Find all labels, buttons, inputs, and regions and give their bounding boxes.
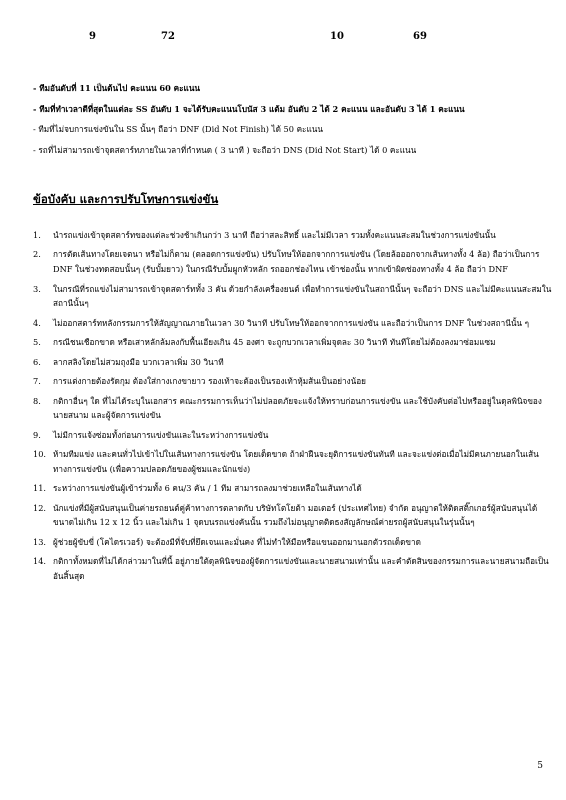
score-cell-rank: 9: [89, 31, 96, 42]
rule-number: 7.: [33, 376, 41, 387]
rule-text: ในกรณีที่รถแข่งไม่สามารถเข้าจุดสตาร์ททั้ง 3 คัน ด้วยกำลังเครื่องยนต์ เพื่อทำการแข่งขันในสถานีนั้นๆ จะถือว่า DNS และไม่มีคะแนนสะสมในสถานีนั้นๆ: [53, 283, 552, 309]
rule-number: 5.: [33, 337, 41, 348]
rule-item: [33, 247, 553, 276]
rule-number: 4.: [33, 317, 41, 328]
rule-number: 1.: [33, 230, 41, 240]
rule-item: [33, 374, 553, 389]
page-number: 5: [537, 761, 543, 771]
scoring-note: - ทีมอันดับที่ 11 เป็นต้นไป คะแนน 60 คะแนน: [33, 83, 201, 93]
rule-item: [33, 394, 553, 423]
rule-item: [33, 501, 553, 530]
rule-number: 9.: [33, 429, 41, 440]
rule-item: [33, 355, 553, 370]
rules-list: [33, 228, 553, 588]
rule-text: การตัดเส้นทางโดยเจตนา หรือไม่ก็ตาม (ตลอดการแข่งขัน) ปรับโทษให้ออกจากการแข่งขัน (โดยล้อออกจากเส้นทางทั้ง 4 ล้อ) ถือว่าเป็นการ DNF ในช่วงทดสอบนั้นๆ (รับบั้มยาว) ในกรณีรับบั้มผูกหัวหลัก รถออกช่องไหน เข้าช่องนั้น หากเข้าผิดช่องทางทั้ง 4 ล้อ ถือว่า DNF: [53, 249, 540, 275]
rule-item: [33, 554, 553, 583]
rule-number: 3.: [33, 283, 41, 294]
rule-number: 2.: [33, 249, 41, 260]
rule-item: [33, 282, 553, 311]
rule-number: 12.: [33, 502, 47, 513]
rule-text: นำรถแข่งเข้าจุดสตาร์ทของแต่ละช่วงช้าเกินกว่า 3 นาที ถือว่าสละสิทธิ์ และไม่มีเวลา รวมทั้งคะแนนสะสมในช่วงการแข่งขันนั้น: [53, 230, 496, 240]
rule-text: กรณีชนเชือกขาด หรือเสาหลักล้มลงกับพื้นเอียงเกิน 45 องศา จะถูกบวกเวลาเพิ่มจุดละ 30 วินาที ทันทีโดยไม่ต้องลงมาซ่อมแซม: [53, 337, 496, 348]
rule-item: [33, 316, 553, 331]
rule-text: ห้ามทีมแข่ง และคนทั่วไปเข้าไปในเส้นทางการแข่งขัน โดยเด็ดขาด ถ้าฝ่าฝืนจะยุติการแข่งขันทันที และจะแข่งต่อเมื่อไม่มีคนภายนอกในเส้นทางการแข่งขัน (เพื่อความปลอดภัยของผู้ชมและนักแข่ง): [53, 449, 539, 474]
rule-item: [33, 228, 553, 243]
rule-text: การแต่งกายต้องรัดกุม ต้องใส่กางเกงขายาว รองเท้าจะต้องเป็นรองเท้าหุ้มส้นเป็นอย่างน้อย: [53, 376, 366, 387]
rule-text: ไม่มีการแจ้งซ่อมทั้งก่อนการแข่งขันและในระหว่างการแข่งขัน: [53, 429, 269, 440]
rule-number: 6.: [33, 356, 41, 367]
scoring-note: - ทีมที่ไม่จบการแข่งขันใน SS นั้นๆ ถือว่า DNF (Did Not Finish) ได้ 50 คะแนน: [33, 124, 323, 134]
rule-text: กติกาทั้งหมดที่ไม่ได้กล่าวมาในที่นี้ อยู่ภายใต้ดุลพินิจของผู้จัดการแข่งขันและนายสนามเท่านั้น และคำตัดสินของกรรมการและนายสนามถือเป็นอันสิ้นสุด: [53, 556, 549, 581]
rule-text: ลากสลิงโดยไม่สวมถุงมือ บวกเวลาเพิ่ม 30 วินาที: [53, 356, 224, 367]
scoring-note: - รถที่ไม่สามารถเข้าจุดสตาร์ทภายในเวลาที่กำหนด ( 3 นาที ) จะถือว่า DNS (Did Not Start) ได้ 0 คะแนน: [33, 145, 417, 155]
rule-number: 8.: [33, 395, 41, 406]
score-cell-rank: 10: [330, 31, 344, 42]
rule-number: 13.: [33, 536, 47, 547]
rule-item: [33, 535, 553, 550]
rule-item: [33, 481, 553, 496]
section-heading: ข้อบังคับ และการปรับโทษการแข่งขัน: [33, 192, 219, 206]
scoring-note: - ทีมที่ทำเวลาดีที่สุดในแต่ละ SS อันดับ 1 จะได้รับคะแนนโบนัส 3 แต้ม อันดับ 2 ได้ 2 คะแนน และอันดับ 3 ได้ 1 คะแนน: [33, 104, 465, 114]
rule-item: [33, 335, 553, 350]
rule-text: นักแข่งที่มีผู้สนับสนุนเป็นค่ายรถยนต์คู่ค้าทางการตลาดกับ บริษัทโตโยต้า มอเตอร์ (ประเทศไทย) จำกัด อนุญาตให้ติดสติ๊กเกอร์ผู้สนับสนุนได้ขนาดไม่เกิน 12 x 12 นิ้ว และไม่เกิน 1 จุดบนรถแข่งคันนั้น รวมถึงไม่อนุญาตติดธงสัญลักษณ์ค่ายรถผู้สนับสนุนในรุ่นนั้นๆ: [53, 502, 538, 528]
rule-item: [33, 428, 553, 443]
rule-number: 10.: [33, 449, 47, 460]
rule-text: ไม่ออกสตาร์ทหลังกรรมการให้สัญญาณภายในเวลา 30 วินาที ปรับโทษให้ออกจากการแข่งขัน และถือว่าเป็นการ DNF ในช่วงสถานีนั้น ๆ: [53, 317, 530, 328]
rule-text: ระหว่างการแข่งขันผู้เข้าร่วมทั้ง 6 คน/3 คัน / 1 ทีม สามารถลงมาช่วยเหลือในเส้นทางได้: [53, 483, 362, 494]
rule-number: 14.: [33, 556, 47, 567]
score-cell-points: 72: [161, 31, 175, 42]
score-cell-points: 69: [413, 31, 427, 42]
rule-item: [33, 447, 553, 476]
rule-number: 11.: [33, 483, 47, 494]
rule-text: กติกาอื่นๆ ใด ที่ไม่ได้ระบุในเอกสาร คณะกรรมการเห็นว่าไม่ปลอดภัยจะแจ้งให้ทราบก่อนการแข่งขัน และใช้บังคับต่อไปหรืออยู่ในดุลพินิจของนายสนาม และผู้จัดการแข่งขัน: [53, 395, 542, 421]
rule-text: ผู้ช่วยผู้ขับขี่ (โคไดรเวอร์) จะต้องมีที่จับที่ยึดเจนและมั่นคง ที่ไม่ทำให้มือหรือแขนออกมานอกตัวรถเด็ดขาด: [53, 536, 421, 547]
